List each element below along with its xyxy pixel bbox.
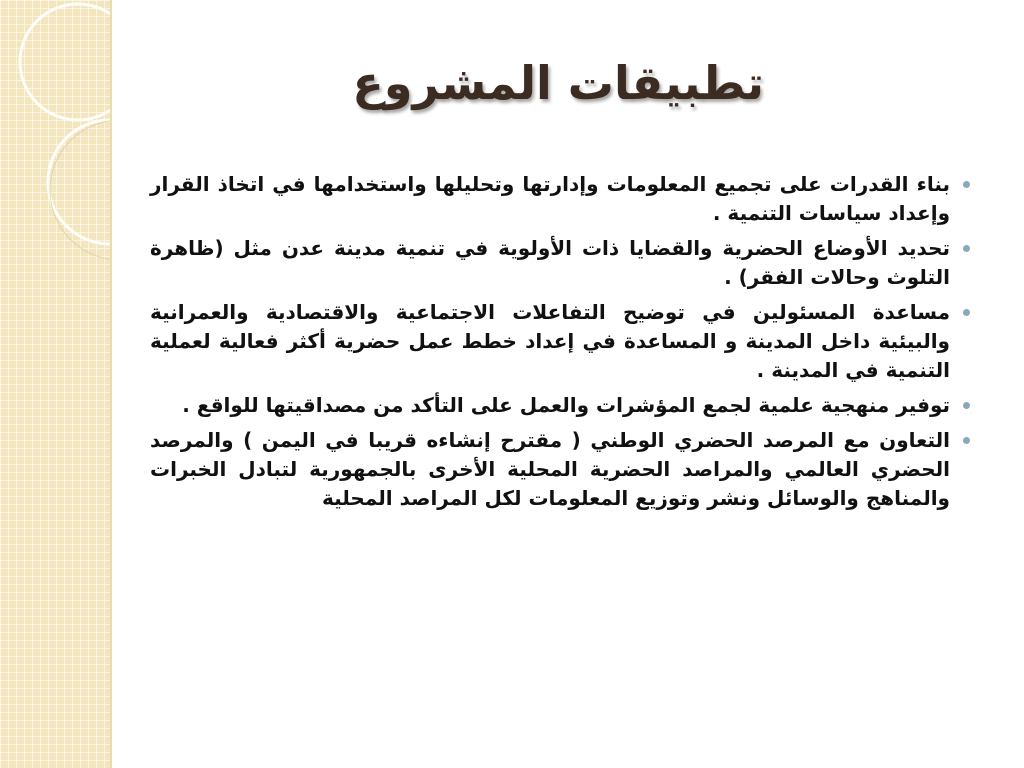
list-item: [150, 391, 970, 420]
list-item-text: توفير منهجية علمية لجمع المؤشرات والعمل على التأكد من مصداقيتها للواقع .: [182, 393, 950, 417]
bullet-icon: [963, 181, 970, 188]
bullet-icon: [963, 245, 970, 252]
list-item: [150, 170, 970, 228]
bullet-icon: [963, 402, 970, 409]
list-item-text: تحديد الأوضاع الحضرية والقضايا ذات الأولوية في تنمية مدينة عدن مثل (ظاهرة التلوث وحالات الفقر) .: [150, 236, 950, 289]
slide-title: تطبيقات المشروع: [352, 56, 764, 110]
list-item-text: مساعدة المسئولين في توضيح التفاعلات الاجتماعية والاقتصادية والعمرانية والبيئية داخل المدينة و المساعدة في إعداد خطط عمل حضرية أكثر فعالية لعملية التنمية في المدينة .: [150, 300, 950, 382]
list-item: [150, 426, 970, 513]
list-item: [150, 298, 970, 385]
list-item-text: التعاون مع المرصد الحضري الوطني ( مقترح إنشاءه قريبا في اليمن ) والمرصد الحضري العالمي والمراصد الحضرية المحلية الأخرى بالجمهورية لتبادل الخبرات والمناهج والوسائل ونشر وتوزيع المعلومات لكل المراصد المحلية: [150, 428, 950, 510]
bullet-icon: [963, 437, 970, 444]
decorative-side-band: [0, 0, 112, 768]
bullet-icon: [963, 309, 970, 316]
list-item-text: بناء القدرات على تجميع المعلومات وإدارتها وتحليلها واستخدامها في اتخاذ القرار وإعداد سياسات التنمية .: [150, 172, 950, 225]
bullet-list: [150, 170, 970, 513]
decorative-circles-graphic: [0, 0, 112, 768]
list-item: [150, 234, 970, 292]
bullet-list-container: [150, 170, 970, 519]
